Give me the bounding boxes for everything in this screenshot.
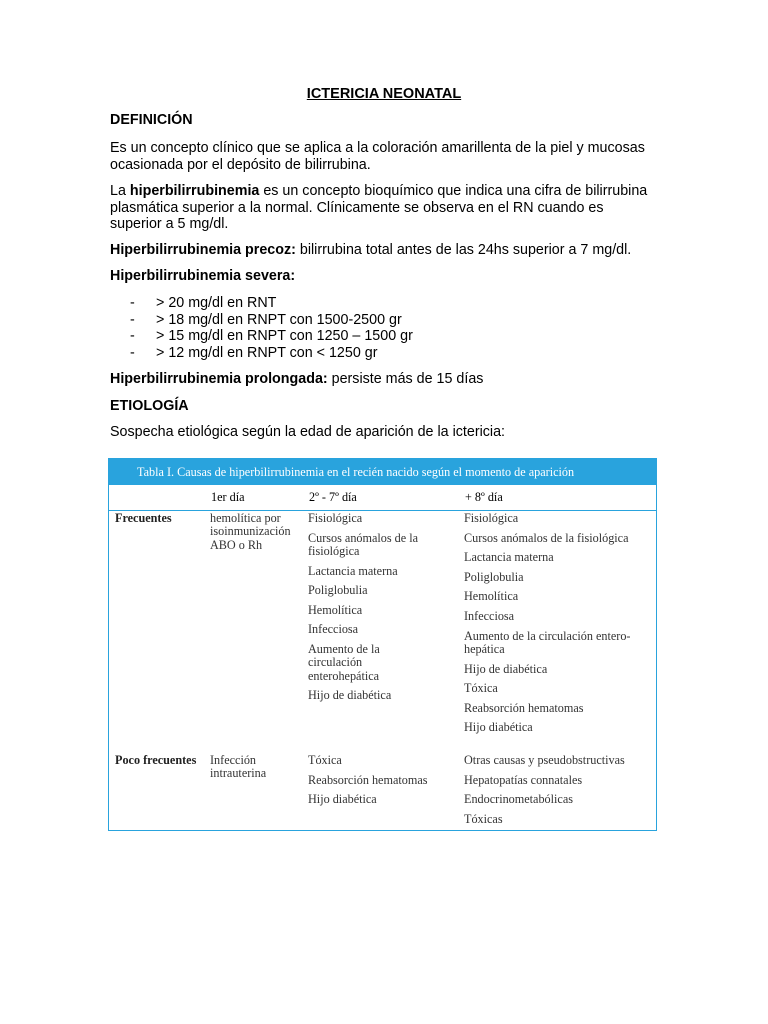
table-cell-item: Hemolítica [464,589,519,604]
table-cell-item: Aumento de la circulación entero-hepática [464,628,631,656]
table-cell-item: Cursos anómalos de la fisiológica [464,530,629,545]
table-cell-item: Hemolítica [308,602,363,617]
column-header-day2-7: 2º - 7º día [309,490,357,504]
prolongada-label: Hiperbilirrubinemia prolongada: [110,371,328,387]
definition-paragraph: Es un concepto clínico que se aplica a la coloración amarillenta de la piel y mucosas ocasionada por el depósito de bilirrubina. [110,140,645,173]
table-cell-item: Hepatopatías connatales [464,772,583,787]
table-cell-item: Tóxica [308,753,342,767]
hyperbilirubinemia-paragraph [110,183,658,233]
precoz-line [110,242,670,259]
bullet-marker: - [130,344,135,361]
paragraph-rest: es un concepto bioquímico que indica una cifra de bilirrubina plasmática superior a la normal. Clínicamente se observa en el RN cuando es superior a 5 mg/dl. [110,183,648,232]
hyperbilirubinemia-term: hiperbilirrubinemia [129,183,260,199]
severa-list [130,295,650,361]
section-heading-etiologia: ETIOLOGÍA [110,398,189,414]
table-cell-item: Infección intrauterina [210,753,267,781]
column-header-day1: 1er día [211,490,245,504]
table-cell-item: Reabsorción hematomas [464,700,584,715]
cell-frecuentes-day1 [210,512,302,558]
table-cell-item: Otras causas y pseudobstructivas [464,753,625,767]
list-item-text: > 18 mg/dl en RNPT con 1500-2500 gr [156,311,402,328]
table-cell-item: Tóxica [464,681,498,696]
list-item [130,328,650,345]
table-cell-item: hemolítica por isoinmunización ABO o Rh [210,511,291,552]
cell-poco-frecuentes-day2-7 [308,754,448,813]
table-cell-item: Aumento de la circulación enterohepática [308,641,380,683]
table-cell-item: Reabsorción hematomas [308,772,428,787]
list-item-text: > 15 mg/dl en RNPT con 1250 – 1500 gr [156,328,413,345]
list-item [130,345,650,362]
table-cell-item: Lactancia materna [464,550,554,565]
table-cell-item: Poliglobulia [308,583,368,598]
table-cell-item: Hijo de diabética [308,688,392,703]
list-item-text: > 20 mg/dl en RNT [156,295,277,311]
table-caption: Tabla I. Causas de hiperbilirrubinemia en el recién nacido según el momento de aparición [109,459,656,485]
bullet-marker: - [130,311,135,328]
table-cell-item: Lactancia materna [308,563,398,578]
row-label-poco-frecuentes: Poco frecuentes [115,753,197,767]
table-header-row [109,485,656,511]
table-cell-item: Infecciosa [464,608,515,623]
severa-label: Hiperbilirrubinemia severa: [110,268,296,284]
table-cell-item: Fisiológica [308,511,363,525]
table-cell-item: Hijo diabética [308,792,377,807]
table-cell-item: Hijo diabética [464,720,533,735]
causes-table [108,458,657,831]
list-item [130,312,650,329]
paragraph-prefix: La [110,183,130,199]
cell-poco-frecuentes-day8 [464,754,654,832]
table-cell-item: Poliglobulia [464,569,524,584]
column-header-day8: + 8º día [465,490,503,504]
prolongada-line [110,371,670,388]
cell-frecuentes-day2-7 [308,512,436,709]
page-title: ICTERICIA NEONATAL [306,86,462,102]
bullet-marker: - [130,328,135,345]
table-cell-item: Infecciosa [308,622,359,637]
table-cell-item: Fisiológica [464,511,519,525]
table-cell-item: Cursos anómalos de la fisiológica [308,530,419,558]
section-heading-definicion: DEFINICIÓN [110,112,193,128]
precoz-text: bilirrubina total antes de las 24hs superior a 7 mg/dl. [295,242,632,258]
list-item [130,295,650,312]
list-item-text: > 12 mg/dl en RNPT con < 1250 gr [156,344,378,361]
precoz-label: Hiperbilirrubinemia precoz: [110,242,296,258]
table-cell-item: Tóxicas [464,811,503,826]
prolongada-text: persiste más de 15 días [327,371,484,387]
cell-frecuentes-day8 [464,512,649,741]
table-cell-item: Hijo de diabética [464,661,548,676]
row-label-frecuentes: Frecuentes [115,511,172,525]
cell-poco-frecuentes-day1 [210,754,290,787]
table-cell-item: Endocrinometabólicas [464,792,573,807]
bullet-marker: - [130,295,135,311]
etiologia-intro: Sospecha etiológica según la edad de aparición de la ictericia: [110,424,506,440]
